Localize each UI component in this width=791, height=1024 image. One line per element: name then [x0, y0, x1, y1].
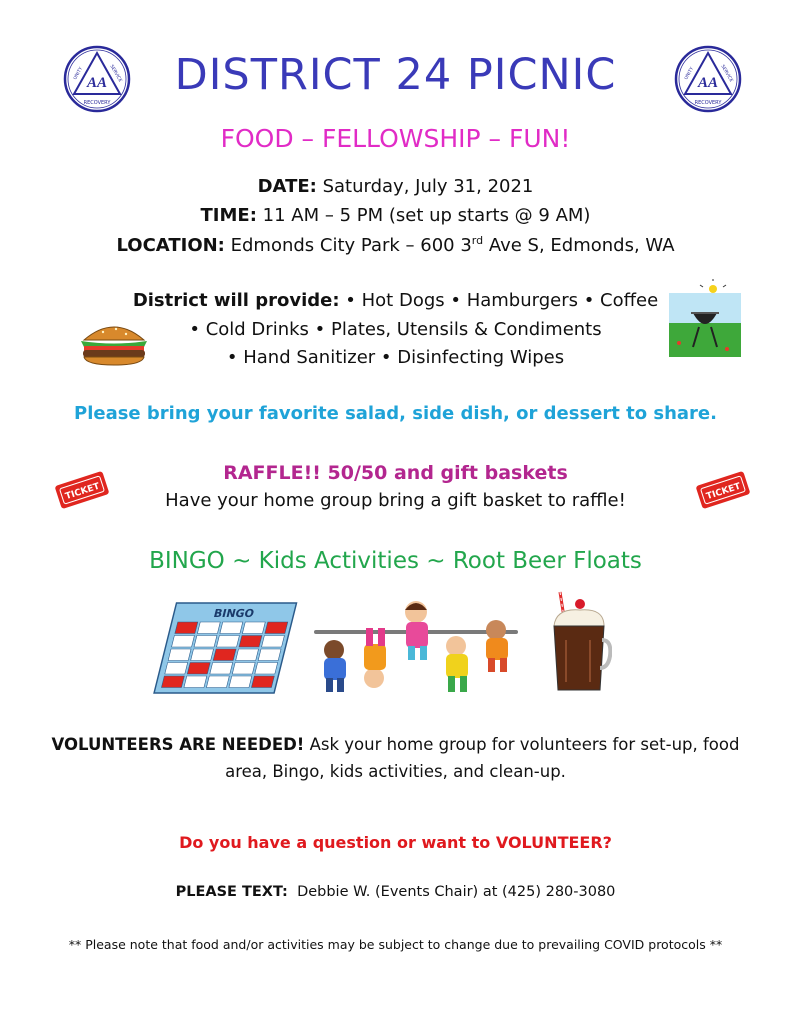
date-label: DATE: — [257, 176, 317, 197]
date-value: Saturday, July 31, 2021 — [322, 176, 534, 197]
contact-line — [0, 884, 791, 900]
bingo-cell — [206, 676, 229, 688]
bingo-cell — [242, 622, 265, 634]
tagline: FOOD – FELLOWSHIP – FUN! — [220, 124, 571, 153]
time-value: 11 AM – 5 PM (set up starts @ 9 AM) — [262, 205, 591, 226]
svg-text:AA: AA — [697, 75, 719, 91]
svg-text:UNITY: UNITY — [73, 66, 85, 81]
root-beer-float-icon — [546, 590, 612, 694]
kids-playing-icon — [312, 590, 520, 698]
bingo-cell — [175, 622, 198, 634]
provide-label: District will provide: — [132, 290, 340, 311]
activities-line: BINGO ~ Kids Activities ~ Root Beer Floats — [149, 548, 642, 574]
bingo-cell — [172, 636, 195, 648]
volunteers-line-1: VOLUNTEERS ARE NEEDED! Ask your home group for volunteers for set-up, food — [51, 735, 740, 754]
svg-text:BINGO: BINGO — [212, 607, 256, 620]
bingo-cell — [232, 663, 255, 675]
bingo-cell — [197, 622, 220, 634]
hamburger-icon — [78, 320, 150, 366]
bingo-cell — [184, 676, 207, 688]
bingo-cell — [258, 649, 281, 661]
bingo-cell — [187, 663, 210, 675]
bingo-cell — [194, 636, 217, 648]
svg-text:RECOVERY: RECOVERY — [83, 100, 111, 106]
bingo-cell — [161, 676, 184, 688]
bingo-cell — [255, 663, 278, 675]
location-value: Edmonds City Park – 600 3rd Ave S, Edmonds, WA — [230, 234, 675, 256]
contact-value: Debbie W. (Events Chair) at (425) 280-3080 — [297, 884, 616, 900]
provide-line-3: • Hand Sanitizer • Disinfecting Wipes — [226, 347, 565, 368]
svg-text:TICKET: TICKET — [64, 481, 101, 503]
time-line — [0, 205, 791, 226]
bingo-cell — [220, 622, 243, 634]
svg-text:UNITY: UNITY — [684, 66, 696, 81]
covid-note: ** Please note that food and/or activities may be subject to change due to prevailing COVID protocols ** — [68, 937, 723, 952]
bingo-cell — [262, 636, 285, 648]
bingo-cell — [236, 649, 259, 661]
volunteers-line-2: area, Bingo, kids activities, and clean-up. — [225, 762, 566, 781]
location-line — [0, 234, 791, 256]
bingo-cell — [210, 663, 233, 675]
bingo-cell — [265, 622, 288, 634]
bingo-cell — [213, 649, 236, 661]
bingo-cell — [239, 636, 262, 648]
provide-line-1: District will provide: • Hot Dogs • Hamburgers • Coffee — [132, 290, 659, 311]
volunteer-question: Do you have a question or want to VOLUNTEER? — [179, 833, 612, 852]
page-title: DISTRICT 24 PICNIC — [174, 50, 617, 100]
bingo-card-icon — [150, 597, 310, 697]
bingo-cell — [251, 676, 274, 688]
bingo-cell — [168, 649, 191, 661]
raffle-subtitle: Have your home group bring a gift basket to raffle! — [165, 490, 626, 511]
volunteers-label: VOLUNTEERS ARE NEEDED! — [51, 735, 305, 754]
provide-line-2: • Cold Drinks • Plates, Utensils & Condiments — [189, 319, 602, 340]
svg-text:SERVICE: SERVICE — [719, 64, 734, 84]
svg-text:TICKET: TICKET — [705, 481, 742, 503]
bring-dish-note: Please bring your favorite salad, side dish, or dessert to share. — [74, 403, 717, 424]
time-label: TIME: — [200, 205, 257, 226]
contact-label: PLEASE TEXT: — [175, 884, 288, 900]
bingo-cell — [229, 676, 252, 688]
svg-text:RECOVERY: RECOVERY — [694, 100, 722, 106]
bbq-grill-icon — [667, 279, 743, 359]
date-line — [0, 176, 791, 197]
svg-text:AA: AA — [86, 75, 108, 91]
raffle-title: RAFFLE!! 50/50 and gift baskets — [223, 462, 568, 484]
bingo-cell — [217, 636, 240, 648]
bingo-cell — [165, 663, 188, 675]
bingo-cell — [191, 649, 214, 661]
svg-text:SERVICE: SERVICE — [108, 64, 123, 84]
location-label: LOCATION: — [116, 235, 225, 256]
